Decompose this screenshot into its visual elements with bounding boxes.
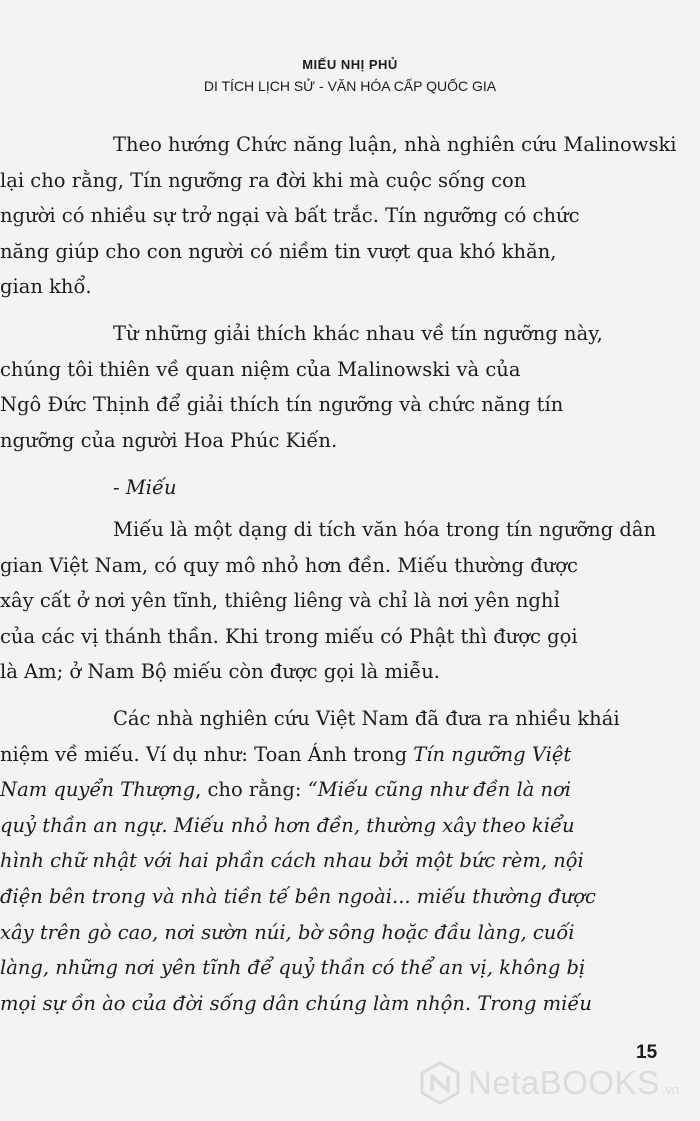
quote-line: làng, những nơi yên tĩnh để quỷ thần có thể an vị, không bị [0, 956, 586, 980]
book-subtitle: DI TÍCH LỊCH SỬ - VĂN HÓA CẤP QUỐC GIA [203, 78, 497, 94]
section-label: - Miếu [113, 476, 177, 499]
book-title: MIẾU NHỊ PHỦ [302, 57, 398, 72]
text-line: Các nhà nghiên cứu Việt Nam đã đưa ra nhiều khái [113, 707, 620, 730]
quote-span: “Miếu cũng như đền là nơi [307, 778, 572, 802]
text-line: gian Việt Nam, có quy mô nhỏ hơn đền. Miếu thường được [0, 553, 578, 577]
quote-line: hình chữ nhật với hai phần cách nhau bởi một bức rèm, nội [0, 849, 584, 873]
text-line: năng giúp cho con người có niềm tin vượt qua khó khăn, [0, 239, 557, 263]
page-number: 15 [636, 1042, 658, 1063]
paragraph-3 [0, 512, 685, 690]
quote-line: mọi sự ồn ào của đời sống dân chúng làm nhộn. Trong miếu [0, 991, 592, 1015]
text-line: Từ những giải thích khác nhau về tín ngưỡng này, [113, 322, 603, 345]
running-header [0, 56, 700, 96]
watermark-suffix: .vn [661, 1081, 679, 1097]
netabooks-logo-icon [418, 1061, 462, 1105]
watermark [418, 1058, 679, 1108]
text-line: ngưỡng của người Hoa Phúc Kiến. [0, 428, 338, 452]
watermark-brand: NetaBOOKS [468, 1064, 660, 1101]
book-title-italic: Tín ngưỡng Việt [413, 742, 572, 766]
text-line: gian khổ. [0, 275, 92, 299]
quote-line: xây trên gò cao, nơi sườn núi, bờ sông hoặc đầu làng, cuối [0, 920, 575, 944]
book-title-italic: Nam quyển Thượng [0, 778, 196, 802]
text-line [0, 772, 685, 808]
text-span: , cho rằng: [195, 778, 308, 802]
paragraph-2 [0, 316, 685, 458]
text-line: Ngô Đức Thịnh để giải thích tín ngưỡng và chức năng tín [0, 393, 564, 417]
text-span: niệm về miếu. Ví dụ như: Toan Ánh trong [0, 742, 414, 766]
text-line: Theo hướng Chức năng luận, nhà nghiên cứu Malinowski [113, 133, 677, 156]
text-line: người có nhiều sự trở ngại và bất trắc. Tín ngưỡng có chức [0, 204, 580, 228]
paragraph-1 [0, 127, 685, 305]
quote-line: quỷ thần an ngự. Miếu nhỏ hơn đền, thường xây theo kiểu [0, 813, 575, 837]
text-line: của các vị thánh thần. Khi trong miếu có Phật thì được gọi [0, 624, 578, 648]
text-line [0, 737, 685, 773]
quote-line: điện bên trong và nhà tiền tế bên ngoài... miếu thường được [0, 884, 596, 908]
text-line: Miếu là một dạng di tích văn hóa trong tín ngưỡng dân [113, 518, 657, 541]
text-line: chúng tôi thiên về quan niệm của Malinowski và của [0, 357, 521, 381]
text-line: lại cho rằng, Tín ngưỡng ra đời khi mà cuộc sống con [0, 168, 527, 192]
text-line: xây cất ở nơi yên tĩnh, thiêng liêng và chỉ là nơi yên nghỉ [0, 589, 560, 613]
paragraph-4 [0, 701, 685, 1021]
text-line: là Am; ở Nam Bộ miếu còn được gọi là miễu. [0, 660, 440, 684]
